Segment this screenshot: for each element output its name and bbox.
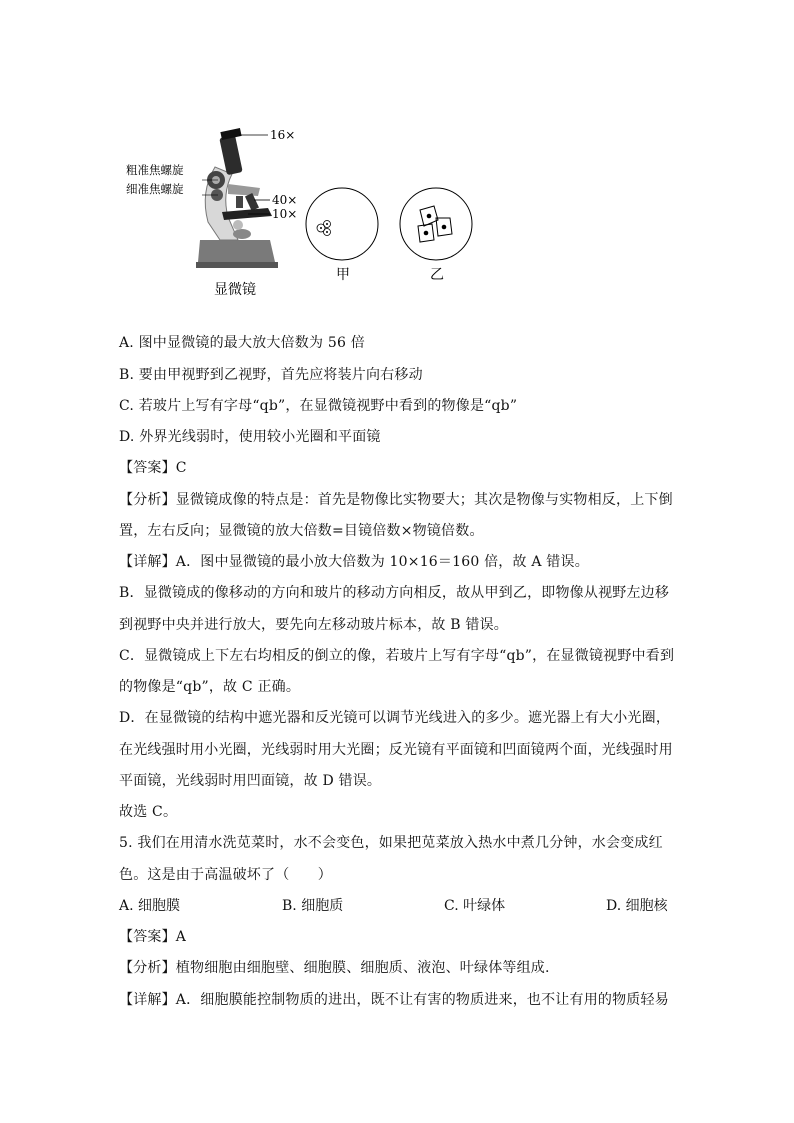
q5-option-d: D. 细胞核	[606, 898, 668, 914]
q5-option-c: C. 叶绿体	[444, 898, 506, 914]
objective-high-label: 40×	[272, 193, 298, 207]
field-a-caption: 甲	[336, 267, 350, 283]
field-b-caption: 乙	[430, 267, 444, 283]
detail-b-cont: 到视野中央并进行放大，要先向左移动玻片标本，故 B 错误。	[119, 617, 508, 633]
q5-option-b: B. 细胞质	[282, 898, 344, 914]
question-5-stem-cont: 色。这是由于高温破坏了（ ）	[119, 867, 332, 883]
coarse-focus-label: 粗准焦螺旋	[126, 163, 184, 177]
fine-focus-label: 细准焦螺旋	[126, 182, 184, 196]
detail-c: C．显微镜成上下左右均相反的倒立的像，若玻片上写有字母“qb”，在显微镜视野中看到	[119, 648, 675, 664]
objective-low-label: 10×	[272, 207, 298, 221]
microscope-caption: 显微镜	[214, 282, 256, 298]
option-d: D. 外界光线弱时，使用较小光圈和平面镜	[119, 429, 381, 445]
detail-b: B．显微镜成的像移动的方向和玻片的移动方向相反，故从甲到乙，即物像从视野左边移	[119, 585, 670, 601]
conclusion: 故选 C。	[119, 804, 178, 820]
question-5-stem: 5. 我们在用清水洗苋菜时，水不会变色，如果把苋菜放入热水中煮几分钟，水会变成红	[119, 835, 663, 851]
analysis-text: 【分析】显微镜成像的特点是：首先是物像比实物要大；其次是物像与实物相反，上下倒	[119, 492, 673, 508]
field-of-view-b	[400, 188, 472, 260]
option-c: C. 若玻片上写有字母“qb”，在显微镜视野中看到的物像是“qb”	[119, 398, 518, 414]
field-of-view-a	[306, 188, 378, 260]
option-a: A. 图中显微镜的最大放大倍数为 56 倍	[119, 335, 365, 351]
eyepiece-label: 16×	[270, 128, 296, 142]
detail-d-cont2: 平面镜，光线弱时用凹面镜，故 D 错误。	[119, 773, 382, 789]
analysis-text-cont: 置，左右反向；显微镜的放大倍数=目镜倍数×物镜倍数。	[119, 523, 484, 539]
microscope-figure	[120, 122, 480, 307]
detail-a: 【详解】A．图中显微镜的最小放大倍数为 10×16＝160 倍，故 A 错误。	[119, 554, 589, 570]
q5-detail-a: 【详解】A．细胞膜能控制物质的进出，既不让有害的物质进来，也不让有用的物质轻易	[119, 992, 669, 1008]
microscope-illustration	[196, 128, 278, 268]
detail-d-cont: 在光线强时用小光圈，光线弱时用大光圈；反光镜有平面镜和凹面镜两个面，光线强时用	[119, 742, 673, 758]
q5-analysis-text: 【分析】植物细胞由细胞壁、细胞膜、细胞质、液泡、叶绿体等组成.	[119, 960, 550, 976]
q5-answer-label: 【答案】A	[119, 929, 187, 945]
answer-label: 【答案】C	[119, 460, 187, 476]
detail-d: D．在显微镜的结构中遮光器和反光镜可以调节光线进入的多少。遮光器上有大小光圈，	[119, 710, 671, 726]
q5-option-a: A. 细胞膜	[119, 898, 181, 914]
detail-c-cont: 的物像是“qb”，故 C 正确。	[119, 679, 301, 695]
option-b: B. 要由甲视野到乙视野，首先应将装片向右移动	[119, 367, 423, 383]
